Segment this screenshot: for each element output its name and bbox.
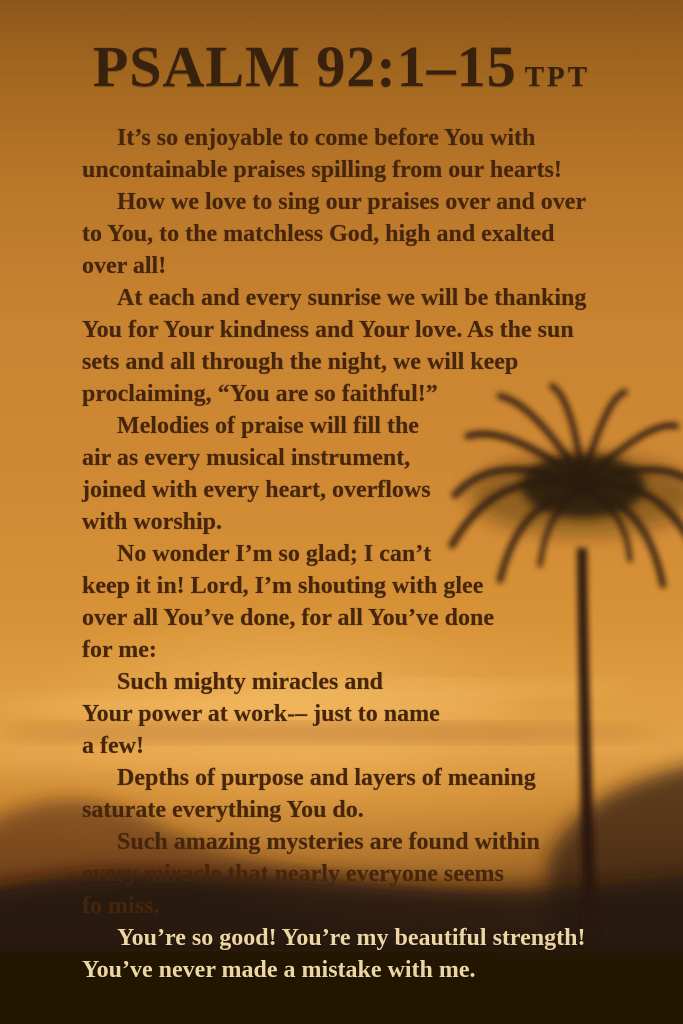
page-title (36, 34, 647, 110)
text-line: over all You’ve done, for all You’ve done (82, 605, 494, 631)
title-translation-abbreviation: TPT (524, 61, 591, 93)
text-line: Such mighty miracles and (117, 669, 384, 695)
text-line: Melodies of praise will fill the (117, 413, 419, 439)
text-line: sets and all through the night, we will keep (82, 349, 519, 375)
text-line: You for Your kindness and Your love. As the sun (82, 317, 574, 343)
text-line: proclaiming, “You are so faithful!” (82, 381, 438, 407)
text-line: No wonder I’m so glad; I can’t (117, 541, 432, 567)
paragraph-6 (82, 666, 647, 762)
text-line: saturate everything You do. (82, 797, 364, 823)
paragraph-8 (82, 826, 647, 922)
text-line: for me: (82, 637, 157, 663)
text-line: Such amazing mysteries are found within (117, 829, 540, 855)
paragraph-4 (82, 410, 647, 538)
paragraph-5 (82, 538, 647, 666)
text-line: You’re so good! You’re my beautiful strength! (117, 925, 586, 951)
paragraph-1 (82, 122, 647, 186)
text-line: You’ve never made a mistake with me. (82, 957, 476, 983)
text-line: It’s so enjoyable to come before You with (117, 125, 536, 151)
text-line: keep it in! Lord, I’m shouting with glee (82, 573, 484, 599)
paragraph-9-highlight (82, 922, 647, 986)
text-line: How we love to sing our praises over and over (117, 189, 587, 215)
text-line: joined with every heart, overflows (82, 477, 431, 503)
text-line: every miracle that nearly everyone seems (82, 861, 504, 887)
text-line: air as every musical instrument, (82, 445, 411, 471)
paragraph-7 (82, 762, 647, 826)
text-line: a few! (82, 733, 144, 759)
text-line: At each and every sunrise we will be thanking (117, 285, 587, 311)
text-line: uncontainable praises spilling from our hearts! (82, 157, 562, 183)
text-line: over all! (82, 253, 167, 279)
paragraph-2 (82, 186, 647, 282)
text-line: Your power at work-– just to name (82, 701, 440, 727)
text-line: with worship. (82, 509, 223, 535)
text-line: fo miss. (82, 893, 160, 919)
psalm-text (82, 122, 647, 986)
text-line: Depths of purpose and layers of meaning (117, 765, 536, 791)
text-line: to You, to the matchless God, high and exalted (82, 221, 555, 247)
paragraph-3 (82, 282, 647, 410)
title-book-reference: PSALM 92:1–15 (92, 34, 517, 99)
